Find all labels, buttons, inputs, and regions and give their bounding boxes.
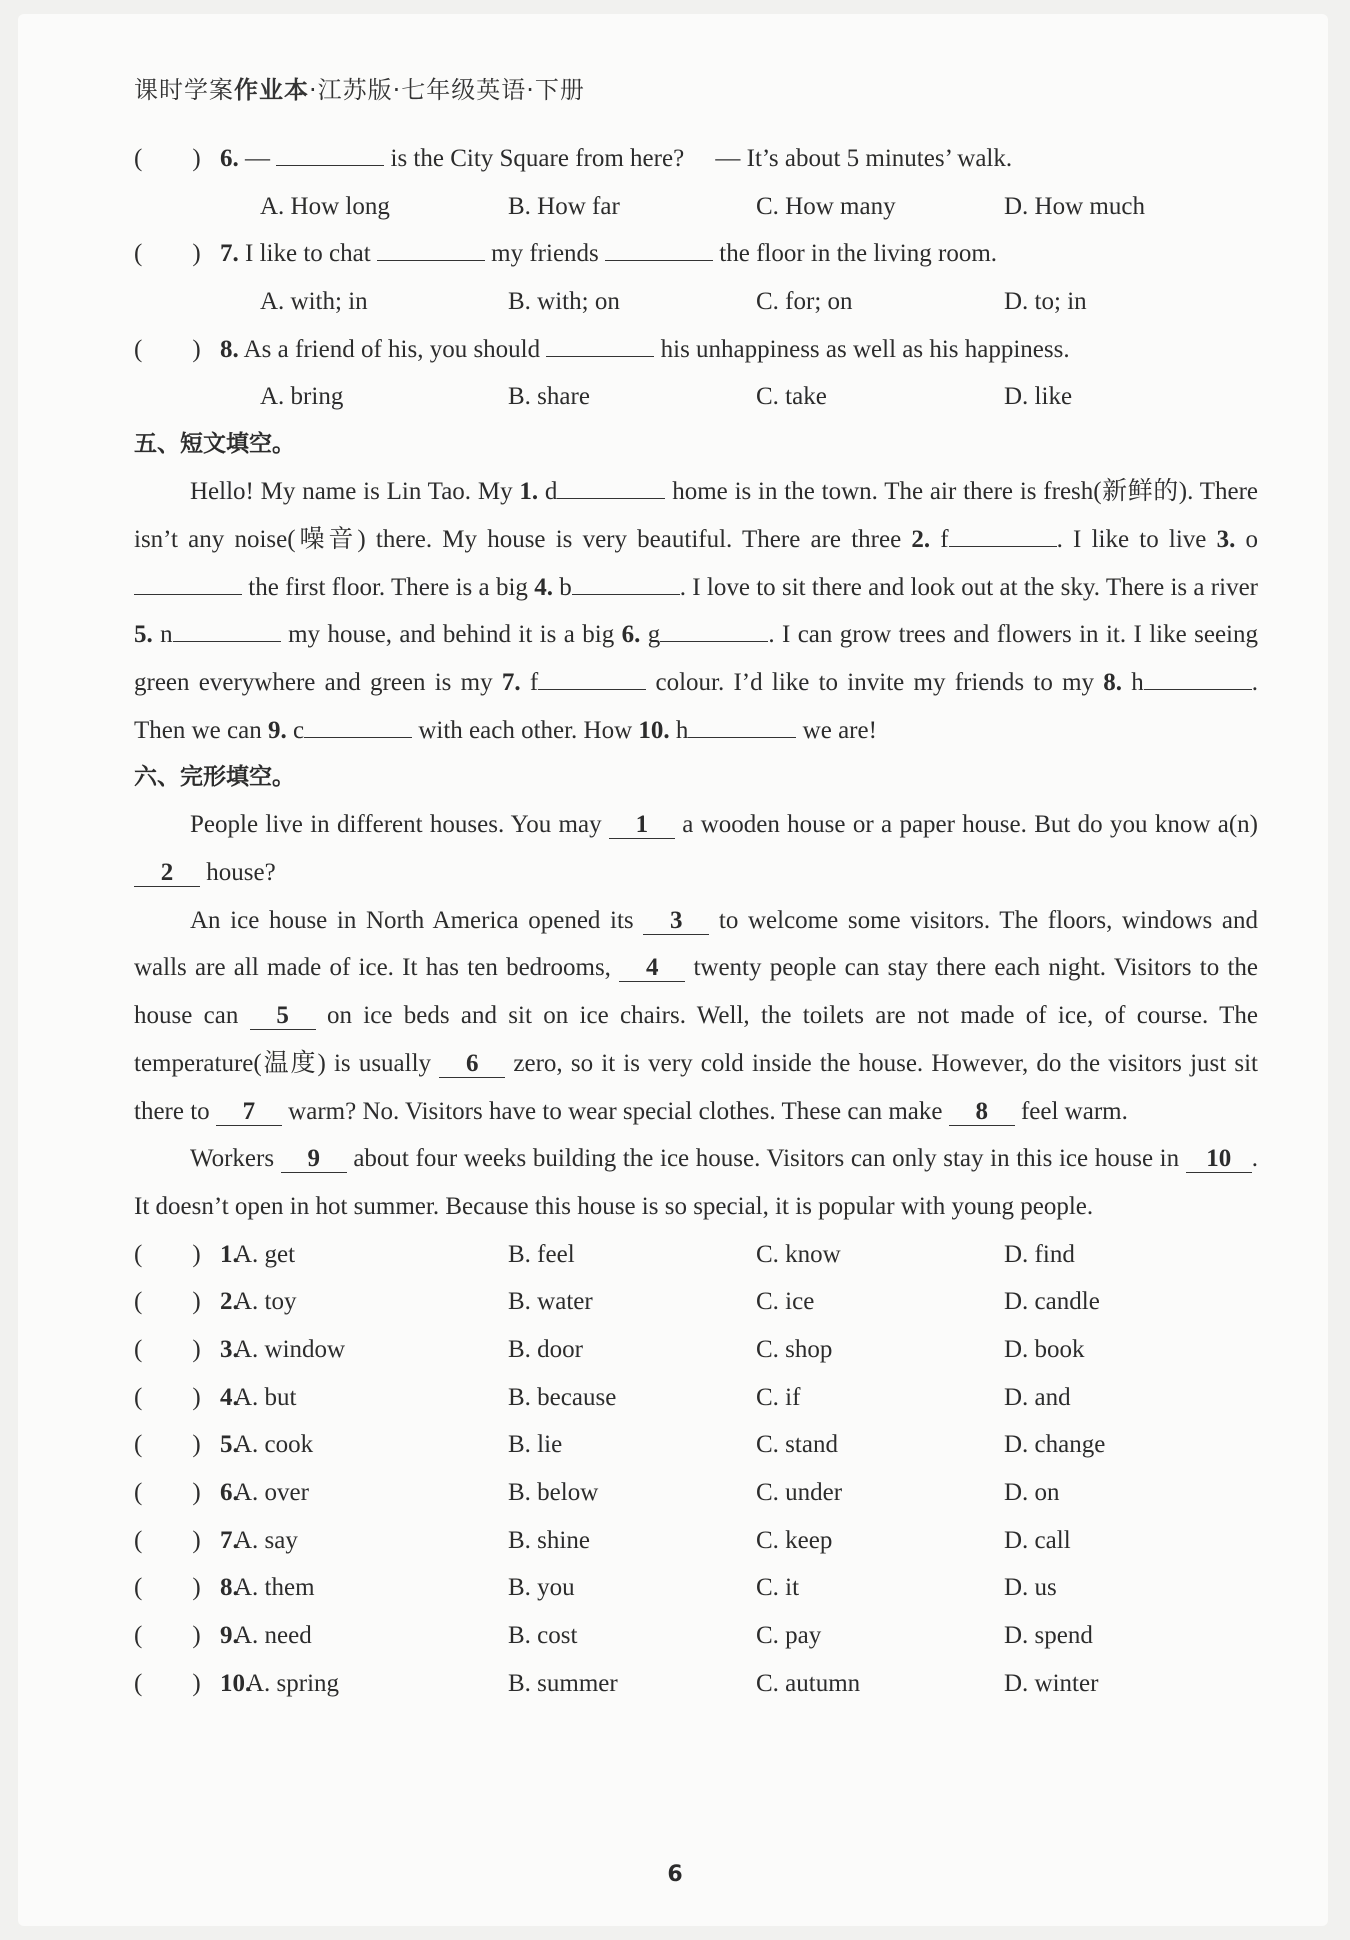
passage-text: f bbox=[930, 525, 949, 553]
answer-blank[interactable] bbox=[605, 238, 713, 261]
option-b: B. summer bbox=[508, 1669, 618, 1697]
answer-blank[interactable] bbox=[572, 572, 680, 595]
option-c: C. under bbox=[756, 1479, 843, 1507]
option-b: B. cost bbox=[508, 1622, 578, 1650]
passage-text: h bbox=[669, 716, 689, 744]
page-content bbox=[134, 135, 1258, 1708]
cloze-paragraph bbox=[134, 801, 1258, 896]
answer-parentheses[interactable]: ( ) bbox=[134, 145, 201, 172]
option-c: C. How many bbox=[756, 192, 896, 220]
cloze-paragraph bbox=[134, 897, 1258, 1136]
option-a: A. get bbox=[234, 1240, 296, 1268]
option-d: D. book bbox=[1004, 1336, 1085, 1364]
answer-parentheses[interactable]: ( ) bbox=[134, 1574, 201, 1602]
passage-text: 4. bbox=[534, 573, 553, 601]
passage-text: on ice beds and sit on ice chairs. Well, the toilets are not made of ice, of course. The temperature(温度) is usually bbox=[134, 1002, 1258, 1077]
question-number: 7. bbox=[220, 240, 239, 268]
option-b: B. water bbox=[508, 1288, 593, 1316]
option-b: B. you bbox=[508, 1574, 575, 1602]
answer-blank[interactable] bbox=[688, 715, 796, 738]
numbered-blank[interactable]: 9 bbox=[281, 1146, 347, 1173]
numbered-blank[interactable]: 3 bbox=[643, 908, 709, 935]
passage-text: 10. bbox=[638, 716, 670, 744]
cloze-question bbox=[134, 1326, 1258, 1374]
passage-text: f bbox=[520, 668, 539, 696]
numbered-blank[interactable]: 4 bbox=[619, 955, 685, 982]
question-text: I like to chat bbox=[245, 240, 377, 268]
option-a: A. say bbox=[234, 1526, 298, 1554]
passage-text: People live in different houses. You may bbox=[190, 811, 609, 839]
question-text: my friends bbox=[484, 240, 606, 268]
answer-parentheses[interactable]: ( ) bbox=[134, 1669, 201, 1697]
option-c: C. for; on bbox=[756, 288, 853, 316]
answer-blank[interactable] bbox=[1144, 667, 1252, 690]
answer-parentheses[interactable]: ( ) bbox=[134, 1288, 201, 1316]
header-suffix: ·江苏版·七年级英语·下册 bbox=[309, 76, 585, 104]
option-d: D. find bbox=[1004, 1240, 1075, 1268]
answer-parentheses[interactable]: ( ) bbox=[134, 1526, 201, 1554]
answer-blank[interactable] bbox=[173, 619, 281, 642]
section-title: 五、短文填空。 bbox=[134, 431, 295, 458]
question-number: 8. bbox=[220, 335, 239, 363]
passage-text: An ice house in North America opened its bbox=[190, 906, 644, 934]
section-title: 六、完形填空。 bbox=[134, 764, 295, 791]
question-text: As a friend of his, you should bbox=[243, 335, 547, 363]
passage-text: home is in the town. The air there is fresh(新鲜的). There isn’t any noise(噪音) there. My house is very beautiful. There are three bbox=[134, 478, 1259, 553]
option-b: B. shine bbox=[508, 1526, 590, 1554]
passage-text: c bbox=[286, 716, 305, 744]
option-a: A. spring bbox=[246, 1669, 340, 1697]
option-c: C. it bbox=[756, 1574, 800, 1602]
option-a: A. but bbox=[234, 1383, 297, 1411]
passage-text: 7. bbox=[501, 668, 521, 696]
option-c: C. keep bbox=[756, 1526, 833, 1554]
cloze-question bbox=[134, 1231, 1258, 1279]
question-number: 9. bbox=[220, 1622, 239, 1650]
answer-blank[interactable] bbox=[276, 143, 384, 166]
passage-text: 6. bbox=[621, 621, 641, 649]
option-c: C. autumn bbox=[756, 1669, 861, 1697]
answer-parentheses[interactable]: ( ) bbox=[134, 1336, 201, 1364]
option-d: D. candle bbox=[1004, 1288, 1100, 1316]
passage-text: d bbox=[538, 478, 558, 506]
numbered-blank[interactable]: 7 bbox=[216, 1099, 282, 1126]
option-b: B. because bbox=[508, 1383, 617, 1411]
cloze-question bbox=[134, 1278, 1258, 1326]
question-text: — bbox=[245, 145, 277, 172]
option-c: C. take bbox=[756, 383, 827, 411]
option-b: B. How far bbox=[508, 192, 620, 220]
passage-text: Hello! My name is Lin Tao. My bbox=[190, 478, 520, 506]
passage-text: about four weeks building the ice house. Visitors can only stay in this ice house in bbox=[346, 1145, 1186, 1173]
passage-text: . Then we can bbox=[134, 668, 1259, 744]
answer-parentheses[interactable]: ( ) bbox=[134, 1431, 201, 1459]
option-a: A. window bbox=[234, 1336, 346, 1364]
cloze-question bbox=[134, 1374, 1258, 1422]
option-a: A. cook bbox=[234, 1431, 314, 1459]
passage-text: g bbox=[640, 621, 661, 649]
option-d: D. call bbox=[1004, 1526, 1071, 1554]
option-d: D. How much bbox=[1004, 192, 1145, 220]
numbered-blank[interactable]: 10 bbox=[1186, 1146, 1252, 1173]
option-a: A. need bbox=[234, 1622, 312, 1650]
passage-text: 5. bbox=[134, 621, 153, 649]
question-number: 4. bbox=[220, 1383, 239, 1411]
option-c: C. know bbox=[756, 1240, 841, 1268]
passage-text: . It doesn’t open in hot summer. Because this house is so special, it is popular with young people. bbox=[134, 1145, 1258, 1220]
question-number: 7. bbox=[220, 1526, 239, 1554]
answer-parentheses[interactable]: ( ) bbox=[134, 1479, 201, 1507]
answer-blank[interactable] bbox=[304, 715, 412, 738]
passage-text: my house, and behind it is a big bbox=[280, 621, 622, 649]
question-number: 8. bbox=[220, 1574, 239, 1602]
question-text: his unhappiness as well as his happiness. bbox=[654, 335, 1070, 363]
passage-text: o bbox=[1235, 525, 1258, 553]
option-d: D. winter bbox=[1004, 1669, 1099, 1697]
option-c: C. if bbox=[756, 1383, 801, 1411]
passage-text: zero, so it is very cold inside the house. However, do the visitors just sit there to bbox=[134, 1049, 1258, 1125]
answer-parentheses[interactable]: ( ) bbox=[134, 1383, 201, 1411]
cloze-question bbox=[134, 1469, 1258, 1517]
passage-text: twenty people can stay there each night. Visitors to the house can bbox=[134, 954, 1258, 1030]
cloze-paragraph bbox=[134, 1135, 1258, 1230]
answer-blank[interactable] bbox=[377, 238, 485, 261]
passage-text: 9. bbox=[267, 716, 287, 744]
option-b: B. with; on bbox=[508, 288, 620, 316]
page-header bbox=[134, 70, 585, 105]
question-number: 2. bbox=[220, 1288, 239, 1316]
page-number: 6 bbox=[667, 1862, 683, 1887]
question-number: 6. bbox=[220, 145, 239, 172]
option-a: A. toy bbox=[234, 1288, 297, 1316]
passage-text: house? bbox=[200, 859, 276, 887]
passage-text: with each other. How bbox=[412, 716, 639, 744]
passage-text: feel warm. bbox=[1014, 1097, 1128, 1125]
mc-question bbox=[134, 135, 1258, 230]
option-b: B. share bbox=[508, 383, 590, 411]
numbered-blank[interactable]: 2 bbox=[134, 860, 200, 887]
option-d: D. spend bbox=[1004, 1622, 1093, 1650]
passage-text: . I can grow trees and flowers in it. I like seeing green everywhere and green is my bbox=[134, 621, 1259, 696]
answer-parentheses[interactable]: ( ) bbox=[134, 335, 201, 363]
header-bold: 作业本 bbox=[234, 76, 309, 104]
option-b: B. feel bbox=[508, 1240, 575, 1268]
passage-text: b bbox=[552, 573, 572, 601]
option-a: A. bring bbox=[260, 383, 344, 411]
option-d: D. like bbox=[1004, 383, 1073, 411]
question-text: is the City Square from here? — It’s about 5 minutes’ walk. bbox=[384, 145, 1013, 172]
option-c: C. stand bbox=[756, 1431, 838, 1459]
numbered-blank[interactable]: 6 bbox=[439, 1051, 505, 1078]
option-d: D. on bbox=[1004, 1479, 1060, 1507]
question-number: 3. bbox=[220, 1336, 239, 1364]
cloze-question bbox=[134, 1517, 1258, 1565]
option-c: C. ice bbox=[756, 1288, 815, 1316]
passage-text: the first floor. There is a big bbox=[242, 573, 535, 601]
option-a: A. How long bbox=[260, 192, 390, 220]
answer-blank[interactable] bbox=[538, 667, 646, 690]
passage-text: 1. bbox=[519, 478, 539, 506]
answer-blank[interactable] bbox=[134, 572, 242, 595]
option-a: A. over bbox=[234, 1479, 309, 1507]
option-b: B. below bbox=[508, 1479, 599, 1507]
option-c: C. shop bbox=[756, 1336, 833, 1364]
answer-parentheses[interactable]: ( ) bbox=[134, 1622, 201, 1650]
passage-text: a wooden house or a paper house. But do you know a(n) bbox=[674, 811, 1258, 839]
passage-text: to welcome some visitors. The floors, windows and walls are all made of ice. It has ten bedrooms, bbox=[134, 906, 1258, 982]
passage-text: 2. bbox=[911, 525, 931, 553]
passage-text: n bbox=[152, 621, 173, 649]
cloze-question bbox=[134, 1660, 1258, 1708]
passage-text: . I like to live bbox=[1056, 525, 1217, 553]
option-b: B. lie bbox=[508, 1431, 563, 1459]
passage-text: colour. I’d like to invite my friends to my bbox=[646, 668, 1104, 696]
passage-fill-blank bbox=[134, 468, 1258, 754]
cloze-question bbox=[134, 1421, 1258, 1469]
cloze-question bbox=[134, 1564, 1258, 1612]
option-d: D. change bbox=[1004, 1431, 1106, 1459]
option-d: D. us bbox=[1004, 1574, 1057, 1602]
passage-text: h bbox=[1122, 668, 1144, 696]
question-text: the floor in the living room. bbox=[713, 240, 998, 268]
cloze-options-list bbox=[134, 1231, 1258, 1708]
option-d: D. to; in bbox=[1004, 288, 1087, 316]
mc-question bbox=[134, 326, 1258, 421]
passage-text: 8. bbox=[1103, 668, 1123, 696]
passage-text: we are! bbox=[796, 716, 877, 744]
question-number: 5. bbox=[220, 1431, 239, 1459]
answer-blank[interactable] bbox=[949, 524, 1057, 547]
passage-text: 3. bbox=[1216, 525, 1236, 553]
answer-blank[interactable] bbox=[660, 619, 768, 642]
numbered-blank[interactable]: 8 bbox=[949, 1099, 1015, 1126]
numbered-blank[interactable]: 1 bbox=[609, 812, 675, 839]
cloze-question bbox=[134, 1612, 1258, 1660]
passage-text: . I love to sit there and look out at the sky. There is a river bbox=[679, 573, 1259, 601]
answer-parentheses[interactable]: ( ) bbox=[134, 1240, 201, 1268]
question-number: 6. bbox=[220, 1479, 239, 1507]
answer-parentheses[interactable]: ( ) bbox=[134, 240, 201, 268]
option-b: B. door bbox=[508, 1336, 583, 1364]
option-d: D. and bbox=[1004, 1383, 1071, 1411]
question-number: 1. bbox=[220, 1240, 239, 1268]
answer-blank[interactable] bbox=[557, 476, 665, 499]
option-c: C. pay bbox=[756, 1622, 822, 1650]
question-number: 10. bbox=[220, 1669, 252, 1697]
answer-blank[interactable] bbox=[546, 334, 654, 357]
mc-question bbox=[134, 230, 1258, 325]
passage-text: Workers bbox=[190, 1145, 281, 1173]
passage-text: warm? No. Visitors have to wear special clothes. These can make bbox=[281, 1097, 949, 1125]
option-a: A. with; in bbox=[260, 288, 368, 316]
numbered-blank[interactable]: 5 bbox=[250, 1003, 316, 1030]
header-prefix: 课时学案 bbox=[134, 76, 234, 104]
option-a: A. them bbox=[234, 1574, 315, 1602]
